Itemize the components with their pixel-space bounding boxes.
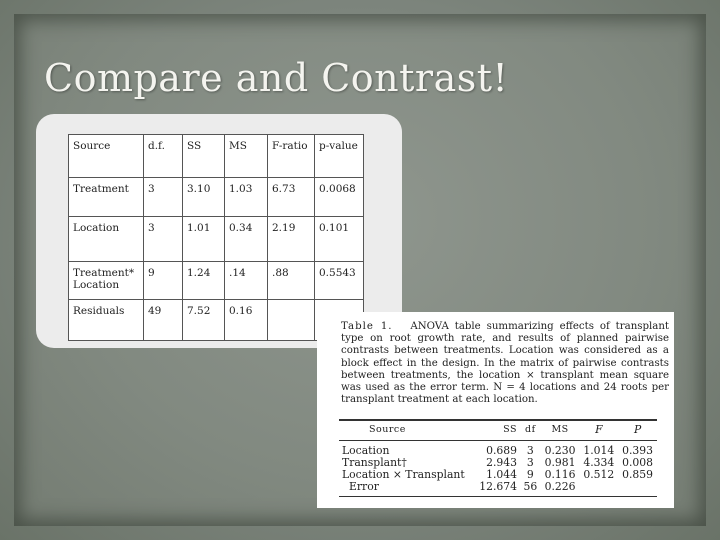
header-cell: p-value	[315, 135, 364, 178]
table-cell: 0.101	[315, 217, 364, 262]
table-cell: 2.19	[268, 217, 315, 262]
table-cell: .88	[268, 262, 315, 300]
header-cell: F	[579, 420, 618, 441]
published-anova-table-image	[317, 312, 674, 508]
table-cell: Location × Transplant	[342, 468, 465, 481]
header-cell: Source	[69, 135, 144, 178]
table-cell: Error	[339, 481, 474, 497]
table-row	[69, 262, 364, 300]
table-cell: 1.03	[225, 178, 268, 217]
table-cell: 56	[520, 481, 541, 497]
table-cell: 0.689	[486, 444, 517, 457]
table-cell: 0.512	[583, 468, 615, 481]
table-cell: 0.859	[622, 468, 654, 481]
header-cell: MS	[541, 420, 580, 441]
caption-text: ANOVA table summarizing effects of transplant type on root growth rate, and results of planned pairwise contrasts between treatments. Location was considered as a block effect in the design. In the matrix of pairwise contrasts between treatments, the location × transplant mean square was used as the error term. N = 4 locations and 24 roots per transplant treatment at each location.	[341, 321, 670, 406]
header-cell: MS	[225, 135, 268, 178]
table-cell: 0.393	[622, 444, 654, 457]
slide-title: Compare and Contrast!	[44, 56, 509, 100]
table-row	[339, 481, 657, 497]
table-cell: 0.16	[225, 300, 268, 341]
table-cell	[618, 481, 657, 497]
table-cell: 9	[526, 468, 534, 481]
table-cell: 9	[144, 262, 183, 300]
table-cell	[579, 481, 618, 497]
table-cell: Location	[69, 217, 144, 262]
table-cell: 1.044	[486, 468, 517, 481]
header-cell: P	[618, 420, 657, 441]
anova-table-simple	[68, 134, 364, 341]
table-cell: 49	[144, 300, 183, 341]
table-cell: 1.01	[183, 217, 225, 262]
header-cell: SS	[474, 420, 520, 441]
header-cell: df	[520, 420, 541, 441]
table-cell: 0.34	[225, 217, 268, 262]
table-caption	[341, 321, 669, 406]
caption-label: Table 1.	[341, 321, 393, 332]
table-header-row	[69, 135, 364, 178]
table-cell: 6.73	[268, 178, 315, 217]
table-cell	[268, 300, 315, 341]
table-cell: 2.943	[486, 456, 517, 469]
table-cell: 3.10	[183, 178, 225, 217]
table-cell: 1.014	[583, 444, 615, 457]
table-cell: 4.334	[583, 456, 615, 469]
table-cell: 0.230	[544, 444, 576, 457]
table-row	[69, 178, 364, 217]
table-row	[69, 217, 364, 262]
table-cell: 1.24	[183, 262, 225, 300]
table-header-row	[339, 420, 657, 441]
table-cell: 0.981	[544, 456, 576, 469]
table-cell: Residuals	[69, 300, 144, 341]
table-cell: 3	[526, 444, 534, 457]
table-cell: Location	[342, 444, 390, 457]
header-cell: d.f.	[144, 135, 183, 178]
table-cell: 7.52	[183, 300, 225, 341]
table-cell: 0.5543	[315, 262, 364, 300]
table-cell: 12.674	[474, 481, 520, 497]
header-cell: Source	[339, 420, 474, 441]
header-cell: F-ratio	[268, 135, 315, 178]
table-cell: Treatment* Location	[69, 262, 144, 300]
table-cell: Treatment	[69, 178, 144, 217]
table-cell: .14	[225, 262, 268, 300]
table-row	[339, 441, 657, 458]
header-cell: SS	[183, 135, 225, 178]
table-cell: 0.116	[544, 468, 576, 481]
published-anova-table	[339, 419, 657, 497]
table-cell: 0.226	[541, 481, 580, 497]
table-cell: 3	[144, 178, 183, 217]
table-cell: 3	[526, 456, 534, 469]
table-cell: 0.008	[622, 456, 654, 469]
table-cell: 0.0068	[315, 178, 364, 217]
table-cell: Transplant†	[342, 456, 407, 469]
table-cell: 3	[144, 217, 183, 262]
